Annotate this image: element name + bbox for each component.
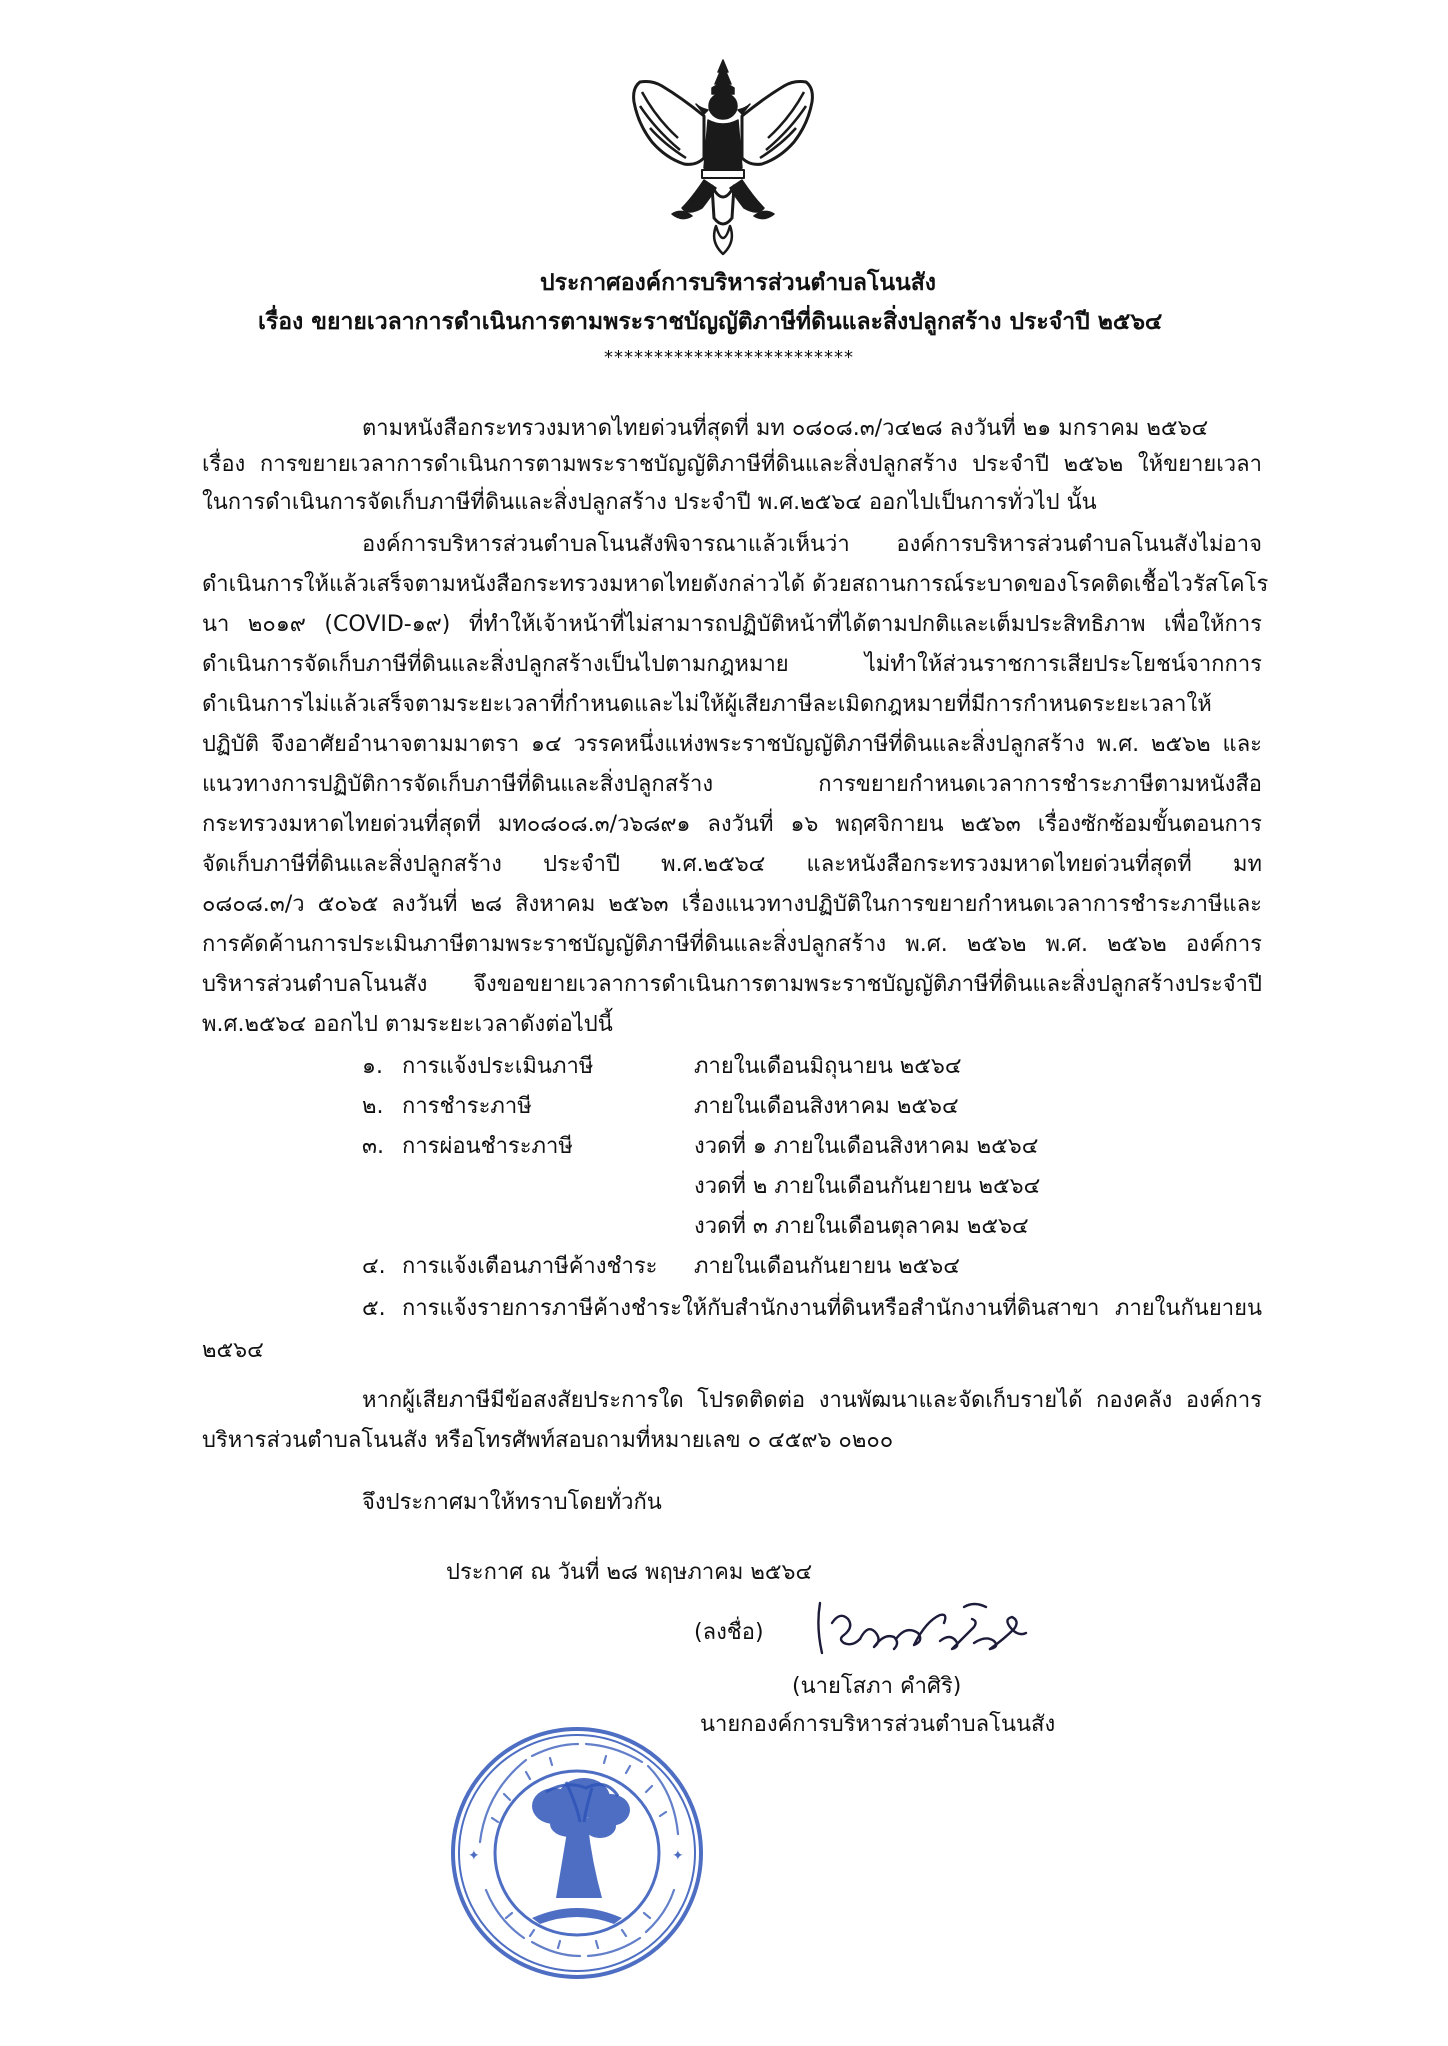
schedule-item-value: ภายในเดือนมิถุนายน ๒๕๖๔ (694, 1054, 962, 1079)
para1-line: ในการดำเนินการจัดเก็บภาษีที่ดินและสิ่งปลูกสร้าง ประจำปี พ.ศ.๒๕๖๔ ออกไปเป็นการทั่วไป นั้น (202, 490, 1097, 515)
garuda-emblem (612, 58, 834, 258)
svg-text:✦: ✦ (468, 1848, 480, 1864)
announcement-date: ประกาศ ณ วันที่ ๒๘ พฤษภาคม ๒๕๖๔ (446, 1560, 813, 1585)
schedule-item-label: การแจ้งเตือนภาษีค้างชำระ (402, 1254, 658, 1279)
para2-line: นา ๒๐๑๙ (COVID-๑๙) ที่ทำให้เจ้าหน้าที่ไม่สามารถปฏิบัติหน้าที่ได้ตามปกติและเต็มประสิทธิภาพ เพื่อให้การ (202, 612, 1262, 637)
document-subject: เรื่อง ขยายเวลาการดำเนินการตามพระราชบัญญัติภาษีที่ดินและสิ่งปลูกสร้าง ประจำปี ๒๕๖๔ (258, 309, 1163, 335)
installment-1: งวดที่ ๑ ภายในเดือนสิงหาคม ๒๕๖๔ (694, 1134, 1039, 1159)
para2-line: ปฏิบัติ จึงอาศัยอำนาจตามมาตรา ๑๔ วรรคหนึ่งแห่งพระราชบัญญัติภาษีที่ดินและสิ่งปลูกสร้าง พ.ศ. ๒๕๖๒ และ (202, 732, 1262, 757)
para3-line: หากผู้เสียภาษีมีข้อสงสัยประการใด โปรดติดต่อ งานพัฒนาและจัดเก็บรายได้ กองคลัง องค์การ (362, 1388, 1262, 1413)
para2-line: องค์การบริหารส่วนตำบลโนนสังพิจารณาแล้วเห็นว่า องค์การบริหารส่วนตำบลโนนสังไม่อาจ (362, 532, 1262, 557)
schedule-item-label: การแจ้งประเมินภาษี (402, 1054, 594, 1079)
para1-line: เรื่อง การขยายเวลาการดำเนินการตามพระราชบัญญัติภาษีที่ดินและสิ่งปลูกสร้าง ประจำปี ๒๕๖๒ ให้ขยายเวลา (202, 452, 1262, 477)
official-seal-stamp (446, 1722, 708, 1984)
signer-position: นายกองค์การบริหารส่วนตำบลโนนสัง (700, 1712, 1056, 1737)
schedule-item-number: ๔. (362, 1254, 386, 1279)
para2-line: การคัดค้านการประเมินภาษีตามพระราชบัญญัติภาษีที่ดินและสิ่งปลูกสร้าง พ.ศ. ๒๕๖๒ พ.ศ. ๒๕๖๒ องค์การ (202, 932, 1262, 957)
schedule-item-continuation: ๒๕๖๔ (202, 1338, 264, 1363)
para2-line: ดำเนินการจัดเก็บภาษีที่ดินและสิ่งปลูกสร้างเป็นไปตามกฎหมาย ไม่ทำให้ส่วนราชการเสียประโยชน์จากการ (202, 652, 1262, 677)
installment-2: งวดที่ ๒ ภายในเดือนกันยายน ๒๕๖๔ (694, 1174, 1041, 1199)
schedule-item-number: ๑. (362, 1054, 383, 1079)
header-separator: ************************* (604, 347, 854, 368)
para2-line: ๐๘๐๘.๓/ว ๕๐๖๕ ลงวันที่ ๒๘ สิงหาคม ๒๕๖๓ เรื่องแนวทางปฏิบัติในการขยายกำหนดเวลาการชำระภาษีและ (202, 892, 1262, 917)
schedule-item-label: การผ่อนชำระภาษี (402, 1134, 573, 1159)
para2-line: จัดเก็บภาษีที่ดินและสิ่งปลูกสร้าง ประจำปี พ.ศ.๒๕๖๔ และหนังสือกระทรวงมหาดไทยด่วนที่สุดที่ มท (202, 852, 1262, 877)
schedule-item-value: ภายในเดือนสิงหาคม ๒๕๖๔ (694, 1094, 959, 1119)
closing-statement: จึงประกาศมาให้ทราบโดยทั่วกัน (362, 1490, 662, 1515)
schedule-item-label: การชำระภาษี (402, 1094, 532, 1119)
svg-text:✦: ✦ (672, 1848, 684, 1864)
signer-name: (นายโสภา คำศิริ) (792, 1674, 962, 1699)
schedule-item-number: ๓. (362, 1134, 385, 1159)
para2-line: ดำเนินการไม่แล้วเสร็จตามระยะเวลาที่กำหนดและไม่ให้ผู้เสียภาษีละเมิดกฎหมายที่มีการกำหนดระยะเวลาให้ (202, 692, 1212, 717)
installment-3: งวดที่ ๓ ภายในเดือนตุลาคม ๒๕๖๔ (694, 1214, 1029, 1239)
signature-label: (ลงชื่อ) (694, 1620, 764, 1645)
para2-line: ดำเนินการให้แล้วเสร็จตามหนังสือกระทรวงมหาดไทยดังกล่าวได้ ด้วยสถานการณ์ระบาดของโรคติดเชื้อไวรัสโคโร (202, 572, 1269, 597)
schedule-item-number: ๕. (362, 1296, 386, 1321)
schedule-item-number: ๒. (362, 1094, 384, 1119)
para1-line: ตามหนังสือกระทรวงมหาดไทยด่วนที่สุดที่ มท ๐๘๐๘.๓/ว๔๒๘ ลงวันที่ ๒๑ มกราคม ๒๕๖๔ (362, 416, 1209, 441)
handwritten-signature (814, 1593, 1030, 1659)
para2-line: พ.ศ.๒๕๖๔ ออกไป ตามระยะเวลาดังต่อไปนี้ (202, 1012, 613, 1037)
schedule-item-value: ภายในเดือนกันยายน ๒๕๖๔ (694, 1254, 960, 1279)
para2-line: กระทรวงมหาดไทยด่วนที่สุดที่ มท๐๘๐๘.๓/ว๖๘๙๑ ลงวันที่ ๑๖ พฤศจิกายน ๒๕๖๓ เรื่องซักซ้อมขั้นตอนการ (202, 812, 1262, 837)
para2-line: แนวทางการปฏิบัติการจัดเก็บภาษีที่ดินและสิ่งปลูกสร้าง การขยายกำหนดเวลาการชำระภาษีตามหนังสือ (202, 772, 1262, 797)
document-title: ประกาศองค์การบริหารส่วนตำบลโนนสัง (540, 270, 937, 296)
schedule-item-text: การแจ้งรายการภาษีค้างชำระให้กับสำนักงานที่ดินหรือสำนักงานที่ดินสาขา ภายในกันยายน (402, 1296, 1262, 1321)
para3-line: บริหารส่วนตำบลโนนสัง หรือโทรศัพท์สอบถามที่หมายเลข ๐ ๔๕๙๖ ๐๒๐๐ (202, 1428, 894, 1453)
para2-line: บริหารส่วนตำบลโนนสัง จึงขอขยายเวลาการดำเนินการตามพระราชบัญญัติภาษีที่ดินและสิ่งปลูกสร้างประจำปี (202, 972, 1262, 997)
